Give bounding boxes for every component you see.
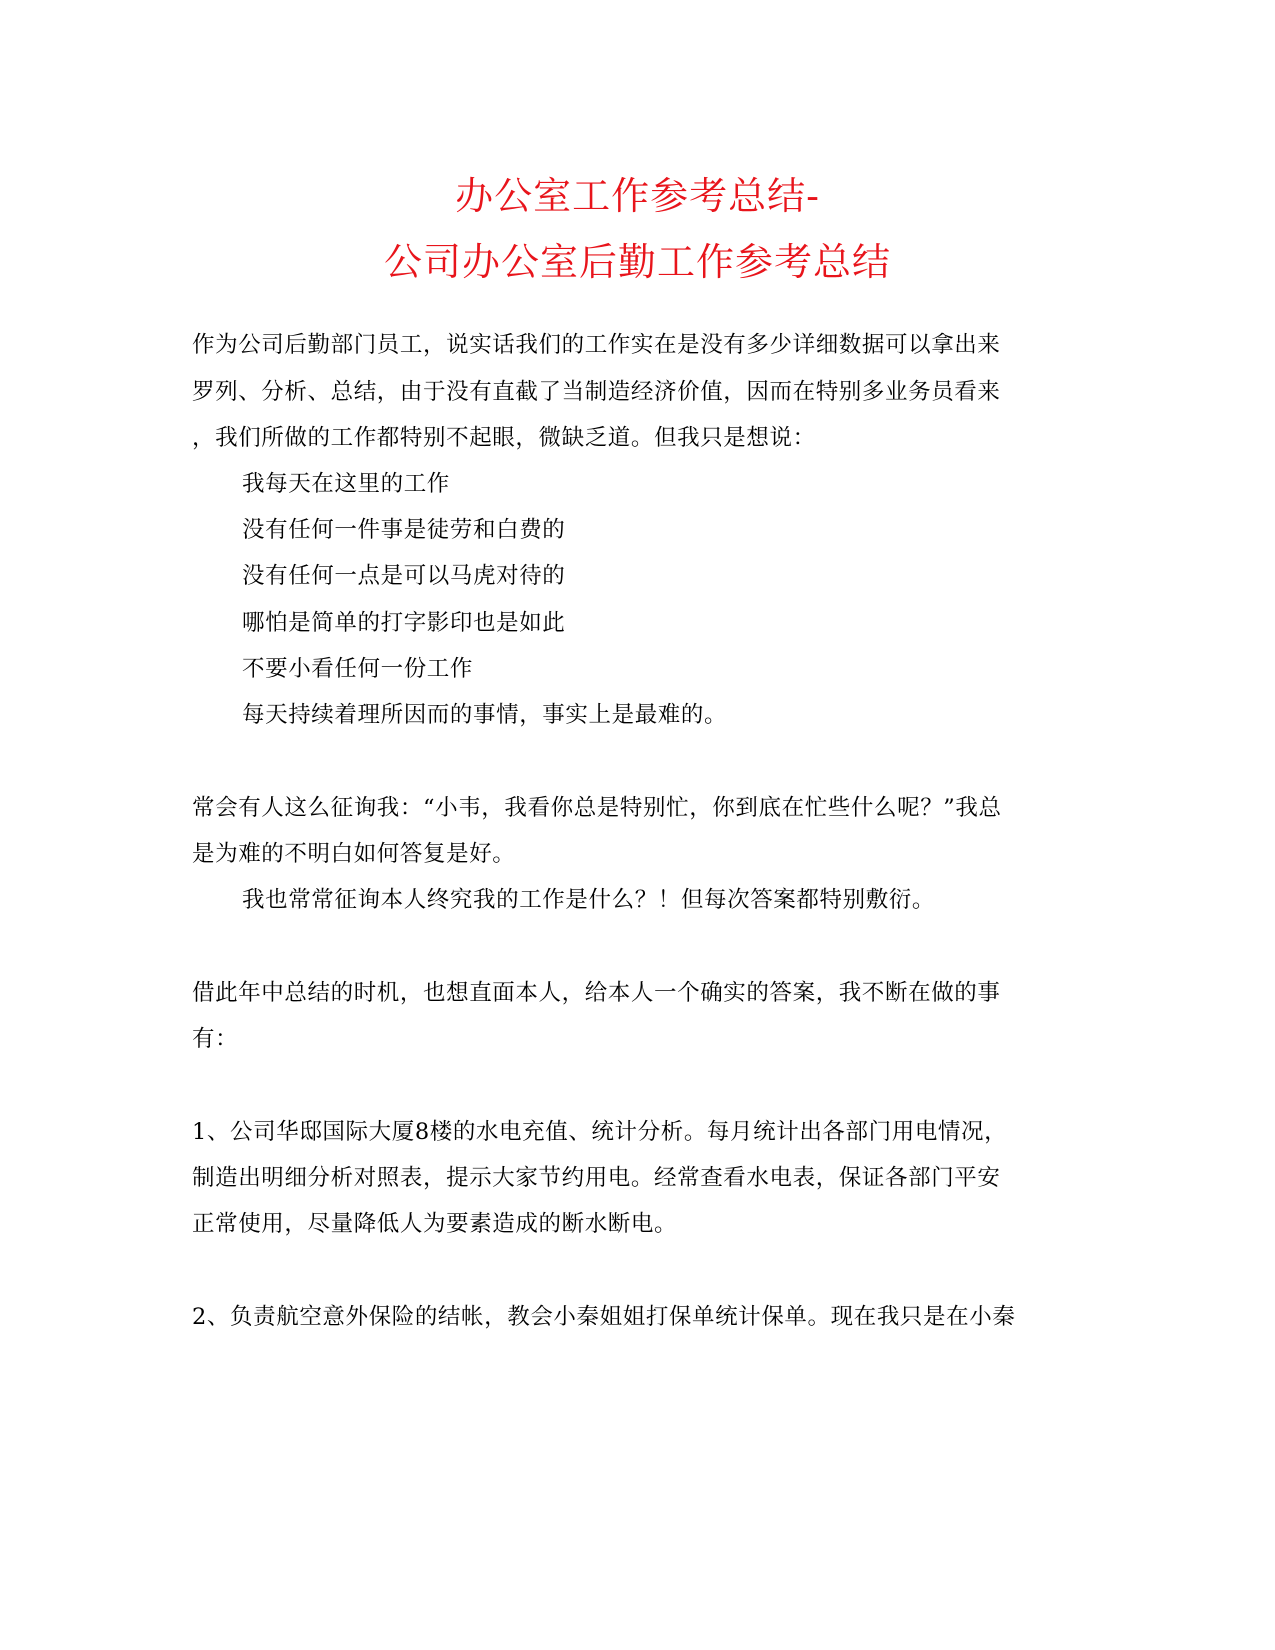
paragraph-1-line-3: ，我们所做的工作都特别不起眼，微缺乏道。但我只是想说： <box>192 425 816 451</box>
verse-line-1: 我每天在这里的工作 <box>242 471 450 497</box>
paragraph-4-line-1: 借此年中总结的时机，也想直面本人，给本人一个确实的答案，我不断在做的事 <box>192 980 1001 1006</box>
paragraph-3-line-1: 我也常常征询本人终究我的工作是什么？！但每次答案都特别敷衍。 <box>242 887 936 913</box>
list-item-2-line-1: 2、负责航空意外保险的结帐，教会小秦姐姐打保单统计保单。现在我只是在小秦 <box>192 1304 1016 1330</box>
paragraph-2-line-1: 常会有人这么征询我：“小韦，我看你总是特别忙，你到底在忙些什么呢？”我总 <box>192 795 1002 821</box>
list-item-1-line-1: 1、公司华邸国际大厦8楼的水电充值、统计分析。每月统计出各部门用电情况， <box>192 1119 1008 1145</box>
paragraph-1-line-2: 罗列、分析、总结，由于没有直截了当制造经济价值，因而在特别多业务员看来 <box>192 379 1001 405</box>
verse-line-4: 哪怕是简单的打字影印也是如此 <box>242 610 566 636</box>
verse-line-2: 没有任何一件事是徒劳和白费的 <box>242 517 566 543</box>
list-item-1-line-2: 制造出明细分析对照表，提示大家节约用电。经常查看水电表，保证各部门平安 <box>192 1165 1001 1191</box>
document-title-line-2: 公司办公室后勤工作参考总结 <box>383 240 891 284</box>
verse-line-5: 不要小看任何一份工作 <box>242 656 474 682</box>
paragraph-2-line-2: 是为难的不明白如何答复是好。 <box>192 841 516 867</box>
verse-line-6: 每天持续着理所因而的事情，事实上是最难的。 <box>242 702 728 728</box>
paragraph-4-line-2: 有： <box>192 1026 239 1052</box>
document-title-line-1: 办公室工作参考总结- <box>455 174 820 218</box>
verse-line-3: 没有任何一点是可以马虎对待的 <box>242 563 566 589</box>
paragraph-1-line-1: 作为公司后勤部门员工，说实话我们的工作实在是没有多少详细数据可以拿出来 <box>192 332 1001 358</box>
list-item-1-line-3: 正常使用，尽量降低人为要素造成的断水断电。 <box>192 1211 678 1237</box>
